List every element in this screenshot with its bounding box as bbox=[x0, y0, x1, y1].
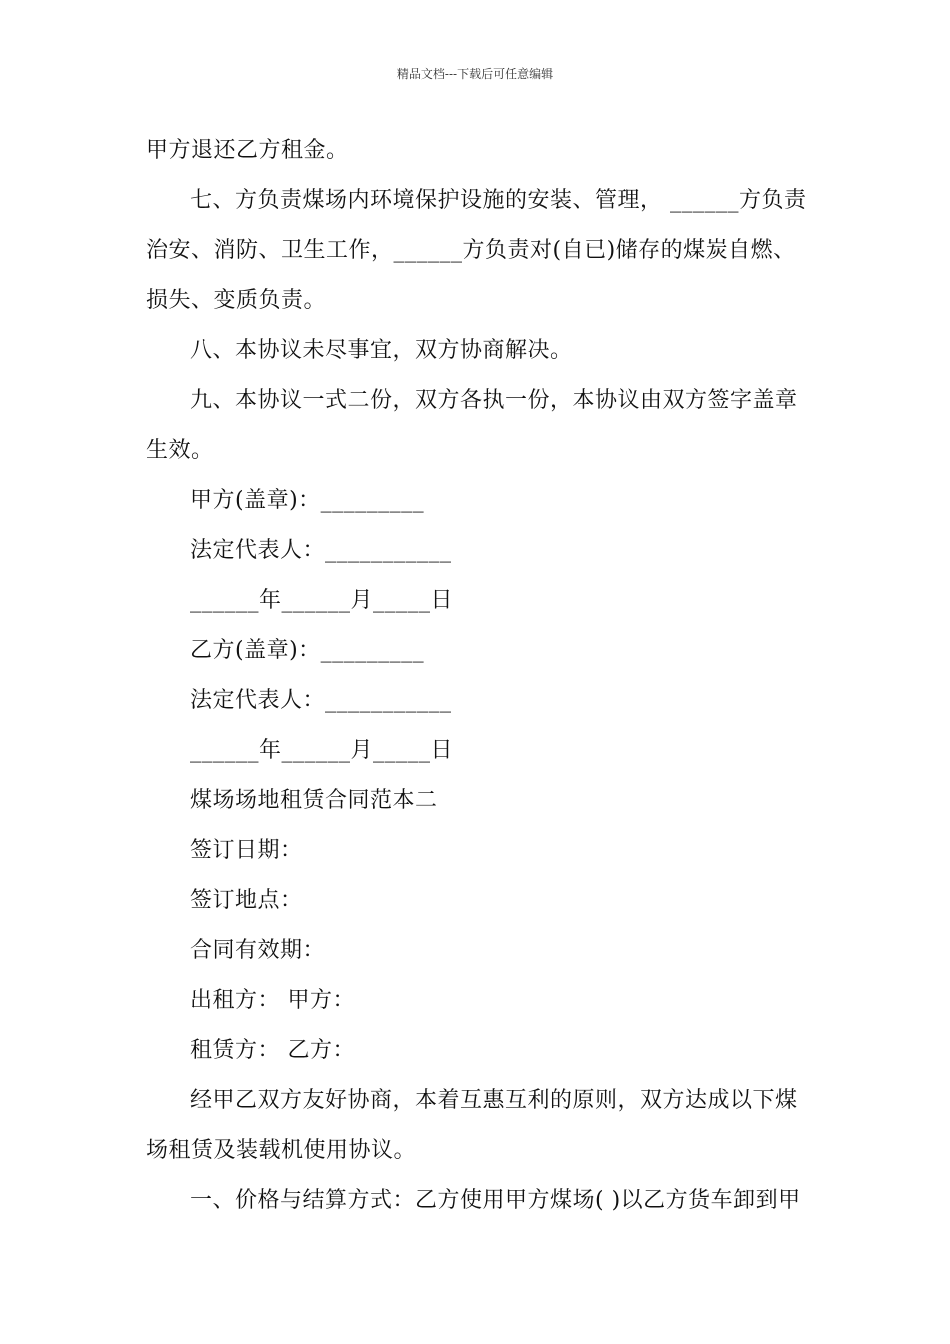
document-body bbox=[146, 126, 808, 1226]
legal-representative-b: 法定代表人：___________ bbox=[190, 688, 452, 713]
legal-representative-a: 法定代表人：___________ bbox=[190, 538, 452, 563]
paragraph-line: 场租赁及装载机使用协议。 bbox=[146, 1138, 417, 1163]
paragraph-line: 生效。 bbox=[146, 438, 214, 463]
lessee-line: 租赁方： 乙方： bbox=[190, 1038, 355, 1063]
signing-date: 签订日期： bbox=[190, 838, 303, 863]
date-line-a: ______年______月_____日 bbox=[190, 588, 454, 613]
paragraph-line: 一、价格与结算方式：乙方使用甲方煤场( )以乙方货车卸到甲 bbox=[190, 1188, 801, 1213]
lessor-line: 出租方： 甲方： bbox=[190, 988, 355, 1013]
section-title: 煤场场地租赁合同范本二 bbox=[190, 788, 438, 813]
paragraph-line: 经甲乙双方友好协商，本着互惠互利的原则，双方达成以下煤 bbox=[190, 1088, 798, 1113]
paragraph-line: 七、方负责煤场内环境保护设施的安装、管理， ______方负责 bbox=[190, 188, 807, 213]
date-line-b: ______年______月_____日 bbox=[190, 738, 454, 763]
signature-party-a: 甲方(盖章)：_________ bbox=[190, 488, 425, 513]
paragraph-line: 甲方退还乙方租金。 bbox=[146, 138, 349, 163]
paragraph-line: 治安、消防、卫生工作，______方负责对(自已)储存的煤炭自燃、 bbox=[146, 238, 796, 263]
paragraph-line: 损失、变质负责。 bbox=[146, 288, 327, 313]
paragraph-line: 八、本协议未尽事宜，双方协商解决。 bbox=[190, 338, 573, 363]
paragraph-line: 九、本协议一式二份，双方各执一份，本协议由双方签字盖章 bbox=[190, 388, 798, 413]
validity-period: 合同有效期： bbox=[190, 938, 326, 963]
signing-place: 签订地点： bbox=[190, 888, 303, 913]
signature-party-b: 乙方(盖章)：_________ bbox=[190, 638, 425, 663]
page-header: 精品文档---下载后可任意编辑 bbox=[396, 67, 554, 81]
